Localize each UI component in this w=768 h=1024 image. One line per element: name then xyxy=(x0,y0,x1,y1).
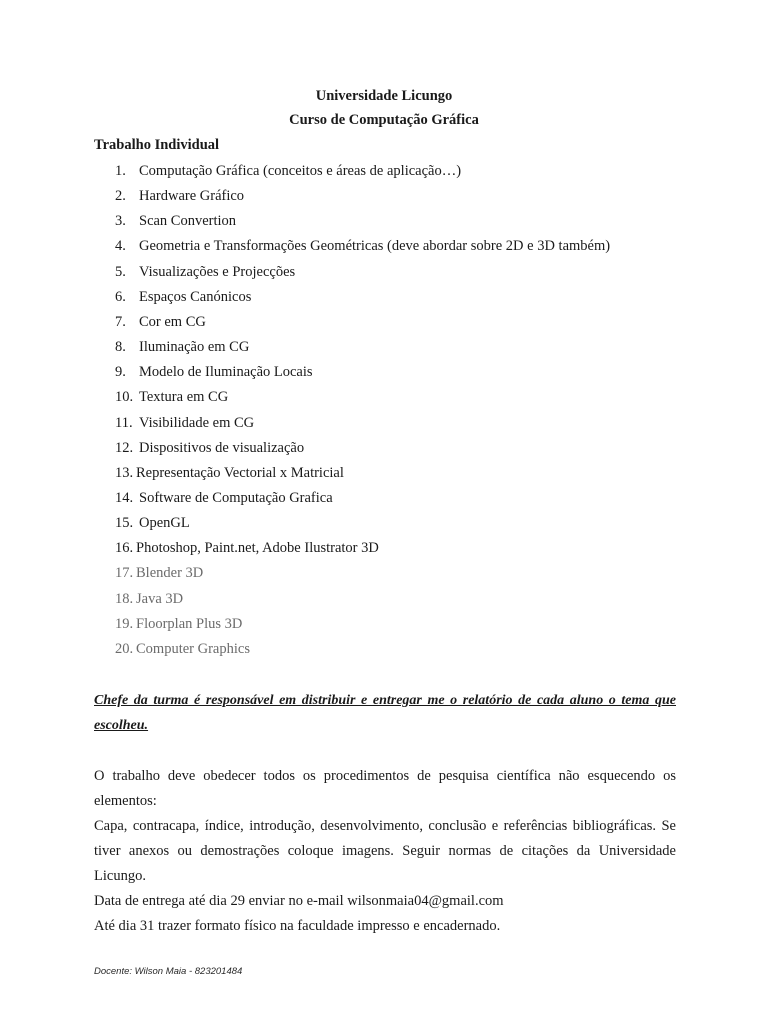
topic-text: Computer Graphics xyxy=(136,640,250,657)
topic-text: Hardware Gráfico xyxy=(139,188,245,205)
topic-number: 15. xyxy=(115,515,134,532)
topic-number: 19. xyxy=(115,615,134,632)
class-leader-notice: Chefe da turma é responsável em distribuir e entregar me o relatório de cada aluno o tema que escolheu. xyxy=(94,693,676,733)
topic-text: Modelo de Iluminação Locais xyxy=(139,364,313,381)
topic-text: OpenGL xyxy=(139,515,190,532)
topic-number: 10. xyxy=(115,389,134,406)
footer-teacher: Docente: Wilson Maia - 823201484 xyxy=(94,966,243,977)
topic-number: 13. xyxy=(115,464,134,481)
topic-number: 6. xyxy=(115,288,126,305)
topic-text: Espaços Canónicos xyxy=(139,288,252,305)
topic-number: 14. xyxy=(115,489,134,506)
topic-number: 17. xyxy=(115,565,134,582)
topic-number: 11. xyxy=(115,414,133,431)
topic-number: 8. xyxy=(115,339,126,356)
topic-text: Cor em CG xyxy=(139,313,206,330)
topic-text: Representação Vectorial x Matricial xyxy=(136,464,344,481)
topic-number: 5. xyxy=(115,263,126,280)
topic-number: 2. xyxy=(115,188,126,205)
topic-number: 20. xyxy=(115,640,134,657)
university-title: Universidade Licungo xyxy=(315,88,453,104)
topic-number: 4. xyxy=(115,238,126,255)
topic-text: Computação Gráfica (conceitos e áreas de aplicação…) xyxy=(139,163,462,179)
topic-text: Visibilidade em CG xyxy=(139,414,255,431)
topic-text: Visualizações e Projecções xyxy=(139,263,296,280)
topic-number: 9. xyxy=(115,364,126,381)
elements-paragraph: Capa, contracapa, índice, introdução, desenvolvimento, conclusão e referências bibliográficas. Se tiver anexos ou demostrações coloque imagens. Seguir normas de citações da Universidade Licungo. xyxy=(94,818,676,884)
topic-text: Textura em CG xyxy=(139,389,229,406)
topic-number: 16. xyxy=(115,540,134,557)
topic-text: Iluminação em CG xyxy=(139,339,250,356)
topic-text: Software de Computação Grafica xyxy=(139,489,333,506)
topic-text: Dispositivos de visualização xyxy=(139,439,305,456)
topic-number: 18. xyxy=(115,590,134,607)
requirements-paragraph: O trabalho deve obedecer todos os procedimentos de pesquisa científica não esquecendo os elementos: xyxy=(94,768,676,809)
topic-number: 3. xyxy=(115,213,126,230)
topic-number: 1. xyxy=(115,163,126,179)
topic-number: 12. xyxy=(115,439,134,456)
topic-text: Blender 3D xyxy=(136,565,204,582)
topic-text: Java 3D xyxy=(136,590,184,607)
topic-number: 7. xyxy=(115,313,126,330)
topic-text: Photoshop, Paint.net, Adobe Ilustrator 3D xyxy=(136,540,379,557)
topic-text: Scan Convertion xyxy=(139,213,237,230)
topic-text: Floorplan Plus 3D xyxy=(136,615,243,632)
topic-text: Geometria e Transformações Geométricas (deve abordar sobre 2D e 3D também) xyxy=(139,238,611,255)
assignment-subtitle: Trabalho Individual xyxy=(94,137,220,153)
deadline-physical-paragraph: Até dia 31 trazer formato físico na faculdade impresso e encadernado. xyxy=(94,918,501,934)
course-title: Curso de Computação Gráfica xyxy=(289,112,479,128)
deadline-email-paragraph: Data de entrega até dia 29 enviar no e-mail wilsonmaia04@gmail.com xyxy=(94,893,504,909)
